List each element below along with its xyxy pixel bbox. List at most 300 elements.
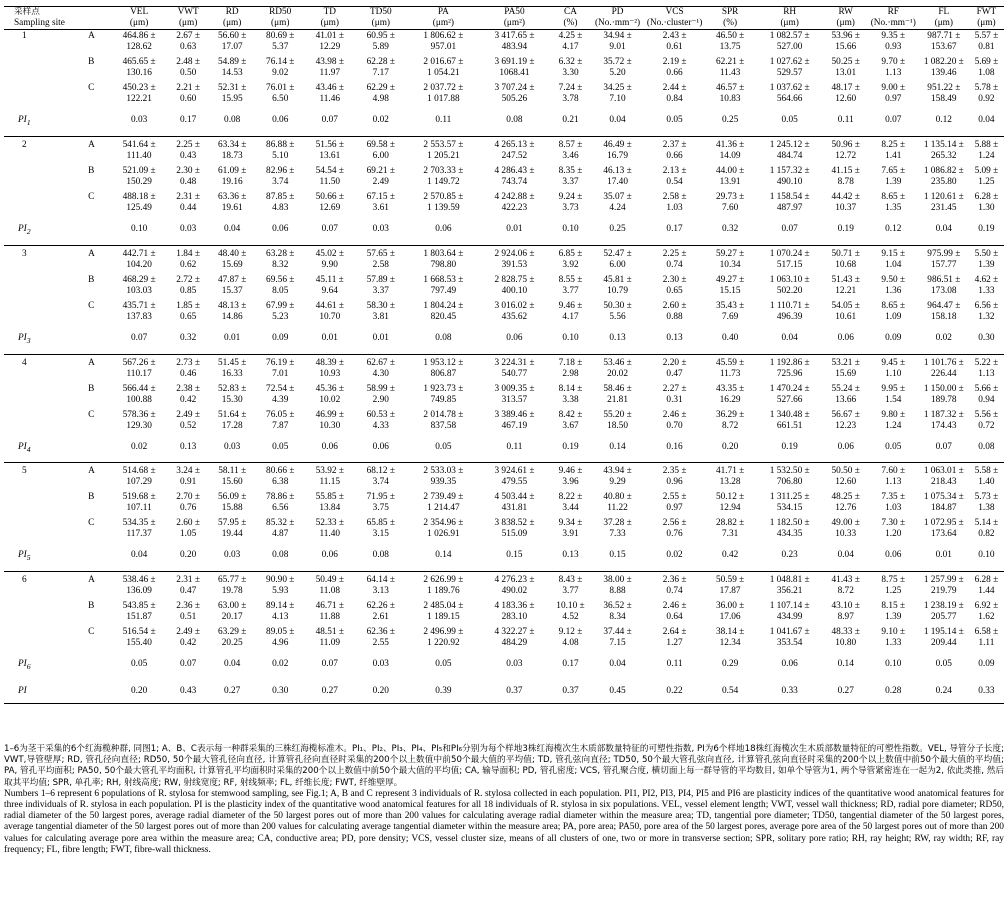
- table-row: [4, 492, 1004, 518]
- mean-value: 68.12 ±: [366, 466, 395, 477]
- sd-value: 3.73: [562, 202, 579, 213]
- pi-value: 0.32: [721, 223, 739, 234]
- sd-value: 16.79: [607, 150, 628, 161]
- mean-value: 8.57 ±: [558, 139, 583, 150]
- sd-value: 11.15: [319, 477, 341, 488]
- mean-value: 46.71 ±: [315, 601, 344, 612]
- mean-value: 8.55 ±: [558, 274, 583, 285]
- mean-value: 1 072.95 ±: [923, 518, 964, 529]
- sd-value: 5.23: [272, 311, 289, 322]
- pi-label: [4, 109, 84, 136]
- mean-value: 4.62 ±: [974, 274, 999, 285]
- data-cell: [353, 518, 408, 544]
- mean-value: 521.09 ±: [122, 165, 156, 176]
- pi-label-subscript: 5: [26, 553, 31, 563]
- sd-value: 1.27: [666, 638, 683, 649]
- pi-value: 0.06: [321, 441, 338, 452]
- table-row: [4, 601, 1004, 627]
- sd-value: 0.70: [666, 420, 683, 431]
- data-cell: [969, 275, 1004, 301]
- sd-value: 1.33: [978, 285, 995, 296]
- data-cell: [210, 384, 254, 410]
- mean-value: 34.94 ±: [603, 31, 632, 41]
- data-cell: [408, 275, 478, 301]
- sd-value: 1.41: [885, 150, 902, 161]
- mean-value: 1 195.14 ±: [923, 627, 964, 638]
- data-cell: [645, 275, 705, 301]
- mean-value: 62.28 ±: [366, 57, 395, 67]
- sd-value: 12.34: [719, 638, 741, 649]
- data-cell: [969, 57, 1004, 83]
- sd-value: 18.73: [221, 150, 243, 161]
- sd-value: 4.24: [609, 202, 626, 213]
- sd-value: 10.83: [719, 94, 741, 104]
- sd-value: 1.10: [885, 368, 902, 379]
- data-cell: [408, 492, 478, 518]
- sd-value: 400.10: [501, 285, 528, 296]
- mean-value: 543.85 ±: [122, 601, 156, 612]
- pi-value: 0.12: [935, 115, 952, 125]
- pi-value: 0.19: [837, 223, 854, 234]
- pi-value: 0.01: [321, 332, 338, 343]
- sd-value: 13.66: [835, 394, 857, 405]
- data-cell: [353, 166, 408, 192]
- sd-value: 100.88: [126, 394, 152, 405]
- data-cell: [645, 601, 705, 627]
- sd-value: 1 189.76: [427, 586, 460, 597]
- mean-value: 1 063.10 ±: [769, 274, 810, 285]
- mean-value: 9.34 ±: [558, 518, 583, 529]
- sd-value: 1.03: [885, 503, 902, 514]
- data-cell: [969, 463, 1004, 493]
- mean-value: 7.30 ±: [881, 518, 906, 529]
- sd-value: 5.89: [372, 42, 389, 52]
- total-pi-value: 0.24: [919, 680, 969, 704]
- data-cell: [166, 492, 210, 518]
- pi-value: 0.16: [666, 441, 683, 452]
- individual-label: C: [88, 300, 95, 311]
- data-cell: [824, 166, 868, 192]
- sd-value: 10.37: [835, 202, 857, 213]
- data-cell: [254, 57, 306, 83]
- mean-value: 1 192.86 ±: [769, 357, 810, 368]
- pi-empty: [84, 218, 112, 245]
- mean-value: 1 041.67 ±: [769, 627, 810, 638]
- mean-value: 63.34 ±: [218, 139, 247, 150]
- pi-label-subscript: 2: [26, 226, 31, 236]
- individual-label: B: [88, 165, 95, 176]
- sd-value: 219.79: [931, 586, 957, 597]
- pi-label: [4, 544, 84, 571]
- sd-value: 10.34: [719, 259, 741, 270]
- data-cell: [919, 136, 969, 166]
- mean-value: 65.77 ±: [218, 575, 247, 586]
- sd-value: 3.61: [372, 202, 389, 213]
- sd-value: 15.15: [719, 285, 741, 296]
- data-cell: [591, 30, 645, 58]
- data-cell: [353, 301, 408, 327]
- mean-value: 50.71 ±: [831, 248, 860, 259]
- data-cell: [408, 601, 478, 627]
- pi-value: 0.07: [935, 441, 952, 452]
- sd-value: 0.31: [666, 394, 683, 405]
- pi-value: 0.07: [130, 332, 148, 343]
- data-cell: [478, 492, 550, 518]
- mean-value: 36.00 ±: [715, 601, 745, 612]
- data-cell: [478, 245, 550, 275]
- sd-value: 19.16: [221, 176, 243, 187]
- mean-value: 1.84 ±: [176, 248, 200, 259]
- data-cell: [478, 627, 550, 653]
- pi-value: 0.20: [721, 441, 739, 452]
- mean-value: 46.50 ±: [715, 31, 745, 41]
- sd-value: 155.40: [126, 638, 152, 649]
- sd-value: 0.50: [180, 68, 197, 78]
- col-header-spr: [705, 7, 756, 30]
- pi-value: 0.14: [609, 441, 626, 452]
- data-cell: [166, 83, 210, 109]
- sd-value: 820.45: [430, 311, 457, 322]
- sd-value: 1.25: [885, 586, 902, 597]
- data-cell: [756, 384, 824, 410]
- mean-value: 62.36 ±: [366, 627, 395, 638]
- col-header-unit: (μm²): [503, 18, 526, 28]
- col-header-unit: (μm²): [432, 18, 454, 28]
- data-cell: [969, 410, 1004, 436]
- sd-value: 15.37: [221, 285, 243, 296]
- sd-value: 1.13: [978, 368, 995, 379]
- col-header-ca: [550, 7, 590, 30]
- data-cell: [210, 463, 254, 493]
- sd-value: 117.37: [126, 529, 152, 540]
- mean-value: 89.14 ±: [266, 601, 295, 612]
- table-row: [4, 275, 1004, 301]
- data-cell: [919, 166, 969, 192]
- sd-value: 3.67: [562, 420, 579, 431]
- sd-value: 1.25: [978, 176, 995, 187]
- sd-value: 483.94: [501, 42, 528, 52]
- pi-value: 0.06: [837, 441, 854, 452]
- pi-value: 0.08: [435, 332, 452, 343]
- sd-value: 11.88: [319, 612, 341, 623]
- pi-value: 0.03: [224, 441, 241, 452]
- pi-label-text: PI: [18, 223, 27, 234]
- pi-value: 0.17: [562, 659, 579, 670]
- sd-value: 8.34: [609, 612, 626, 623]
- total-pi-value: 0.20: [112, 680, 166, 704]
- sd-value: 1.44: [978, 586, 995, 597]
- site-number: [4, 166, 84, 192]
- sd-value: 1 026.91: [427, 529, 460, 540]
- sd-value: 158.18: [931, 311, 957, 322]
- data-cell: [919, 384, 969, 410]
- total-pi-row: [4, 680, 1004, 704]
- sd-value: 1.20: [885, 529, 902, 540]
- sd-value: 2.49: [372, 176, 389, 187]
- col-header-name: RD: [225, 7, 239, 17]
- data-cell: [112, 492, 166, 518]
- data-cell: [705, 136, 756, 166]
- data-cell: [969, 301, 1004, 327]
- sd-value: 235.80: [931, 176, 957, 187]
- mean-value: 48.39 ±: [315, 357, 344, 368]
- pi-value: 0.08: [372, 550, 389, 561]
- sd-value: 265.32: [931, 150, 957, 161]
- data-cell: [868, 245, 919, 275]
- mean-value: 4.25 ±: [558, 31, 583, 41]
- pi-value: 0.40: [721, 332, 739, 343]
- mean-value: 28.82 ±: [715, 518, 745, 529]
- mean-value: 76.14 ±: [266, 57, 295, 67]
- sd-value: 231.45: [931, 202, 957, 213]
- sd-value: 12.60: [835, 477, 857, 488]
- mean-value: 49.27 ±: [715, 274, 745, 285]
- data-cell: [591, 518, 645, 544]
- data-cell: [478, 301, 550, 327]
- data-cell: [591, 275, 645, 301]
- col-header-unit: (μm): [222, 18, 242, 28]
- sd-value: 11.46: [319, 94, 341, 104]
- data-cell: [210, 492, 254, 518]
- mean-value: 9.00 ±: [881, 83, 906, 93]
- mean-value: 4 276.23 ±: [494, 575, 535, 586]
- pi-value: 0.13: [180, 441, 197, 452]
- col-header-rw: [824, 7, 868, 30]
- sd-value: 3.38: [562, 394, 579, 405]
- mean-value: 29.73 ±: [715, 191, 745, 202]
- sd-value: 12.60: [835, 94, 857, 104]
- sd-value: 14.09: [719, 150, 741, 161]
- pi-value: 0.29: [721, 659, 739, 670]
- mean-value: 55.85 ±: [315, 492, 344, 503]
- data-cell: [645, 301, 705, 327]
- mean-value: 8.75 ±: [881, 575, 906, 586]
- site-number: [4, 410, 84, 436]
- mean-value: 78.86 ±: [266, 492, 295, 503]
- col-header-pa: [408, 7, 478, 30]
- data-cell: [550, 192, 590, 218]
- sd-value: 247.52: [501, 150, 528, 161]
- sd-value: 0.91: [180, 477, 197, 488]
- data-cell: [306, 518, 353, 544]
- sd-value: 10.68: [835, 259, 857, 270]
- data-cell: [306, 384, 353, 410]
- mean-value: 52.83 ±: [218, 383, 247, 394]
- data-cell: [756, 245, 824, 275]
- data-cell: [824, 384, 868, 410]
- sd-value: 527.66: [776, 394, 803, 405]
- sd-value: 939.35: [430, 477, 457, 488]
- mean-value: 2 739.49 ±: [423, 492, 464, 503]
- data-cell: [919, 245, 969, 275]
- mean-value: 2.35 ±: [662, 466, 687, 477]
- data-cell: [824, 192, 868, 218]
- mean-value: 1 532.50 ±: [769, 466, 810, 477]
- data-cell: [166, 192, 210, 218]
- table-row: [4, 166, 1004, 192]
- sd-value: 1.03: [666, 202, 683, 213]
- data-cell: [112, 572, 166, 602]
- pi-value: 0.15: [506, 550, 523, 561]
- mean-value: 50.30 ±: [603, 300, 632, 311]
- mean-value: 56.67 ±: [831, 409, 860, 420]
- mean-value: 60.95 ±: [366, 31, 395, 41]
- pi-empty: [84, 327, 112, 354]
- data-cell: [408, 384, 478, 410]
- col-header-name: VCS: [665, 7, 684, 17]
- data-cell: [254, 601, 306, 627]
- sd-value: 104.20: [126, 259, 152, 270]
- site-number: 6: [4, 572, 84, 602]
- sd-value: 17.28: [221, 420, 243, 431]
- pi-value: 0.09: [978, 659, 995, 670]
- data-cell: [550, 410, 590, 436]
- data-cell: [756, 192, 824, 218]
- sd-value: 0.93: [885, 42, 902, 52]
- sd-value: 1 220.92: [427, 638, 460, 649]
- sd-value: 150.29: [126, 176, 152, 187]
- pi-value: 0.04: [130, 550, 148, 561]
- mean-value: 2 626.99 ±: [423, 575, 464, 586]
- data-cell: [550, 627, 590, 653]
- data-cell: [112, 30, 166, 58]
- mean-value: 45.36 ±: [315, 383, 344, 394]
- mean-value: 2 553.57 ±: [423, 139, 464, 150]
- mean-value: 4 503.44 ±: [494, 492, 535, 503]
- sd-value: 957.01: [430, 42, 457, 52]
- sd-value: 9.90: [321, 259, 338, 270]
- mean-value: 59.27 ±: [715, 248, 745, 259]
- mean-value: 37.44 ±: [603, 627, 632, 638]
- sd-value: 1068.41: [499, 68, 530, 78]
- col-header-td: [306, 7, 353, 30]
- data-cell: [868, 275, 919, 301]
- pi-value: 0.19: [978, 223, 995, 234]
- sd-value: 1.54: [885, 394, 902, 405]
- data-cell: [969, 384, 1004, 410]
- data-cell: [254, 30, 306, 58]
- mean-value: 1 470.24 ±: [769, 383, 810, 394]
- site-number: 5: [4, 463, 84, 493]
- sd-value: 1 205.21: [427, 150, 460, 161]
- pi-value: 0.12: [885, 223, 902, 234]
- sd-value: 1 139.59: [427, 202, 460, 213]
- data-cell: [550, 354, 590, 384]
- data-cell: [166, 518, 210, 544]
- data-cell: [478, 57, 550, 83]
- data-cell: [550, 245, 590, 275]
- sd-value: 218.43: [931, 477, 957, 488]
- pi-label-text: PI: [18, 115, 27, 125]
- individual-label: C: [88, 627, 95, 638]
- data-cell: [254, 192, 306, 218]
- table-row: [4, 83, 1004, 109]
- data-cell: [166, 627, 210, 653]
- mean-value: 5.56 ±: [974, 409, 999, 420]
- pi-value: 0.09: [272, 332, 289, 343]
- mean-value: 86.88 ±: [266, 139, 295, 150]
- mean-value: 76.01 ±: [266, 83, 295, 93]
- mean-value: 41.36 ±: [715, 139, 745, 150]
- data-cell: [591, 627, 645, 653]
- sd-value: 1.30: [978, 202, 995, 213]
- mean-value: 48.33 ±: [831, 627, 860, 638]
- sd-value: 0.60: [180, 94, 197, 104]
- sd-value: 3.78: [562, 94, 579, 104]
- mean-value: 534.35 ±: [122, 518, 156, 529]
- data-cell: [166, 136, 210, 166]
- data-cell: [868, 463, 919, 493]
- table-row: [4, 301, 1004, 327]
- data-cell: [254, 627, 306, 653]
- mean-value: 67.99 ±: [266, 300, 295, 311]
- sd-value: 173.08: [931, 285, 957, 296]
- mean-value: 9.80 ±: [881, 409, 906, 420]
- sd-value: 20.02: [607, 368, 628, 379]
- total-pi-value: 0.33: [756, 680, 824, 704]
- data-cell: [306, 627, 353, 653]
- data-cell: [210, 83, 254, 109]
- sd-value: 356.21: [776, 586, 803, 597]
- data-cell: [645, 30, 705, 58]
- mean-value: 9.50 ±: [881, 274, 906, 285]
- sd-value: 2.98: [562, 368, 579, 379]
- mean-value: 41.01 ±: [315, 31, 344, 41]
- pi-value: 0.19: [781, 441, 798, 452]
- table-row: [4, 192, 1004, 218]
- mean-value: 2.36 ±: [176, 601, 200, 612]
- mean-value: 2.25 ±: [662, 248, 687, 259]
- mean-value: 7.65 ±: [881, 165, 906, 176]
- sd-value: 5.37: [272, 42, 289, 52]
- pi-value: 0.07: [321, 115, 338, 125]
- sd-value: 0.46: [180, 368, 197, 379]
- mean-value: 48.40 ±: [218, 248, 247, 259]
- data-cell: [645, 572, 705, 602]
- mean-value: 62.29 ±: [366, 83, 395, 93]
- data-cell: [166, 572, 210, 602]
- data-cell: [591, 601, 645, 627]
- col-header-unit: (μm): [934, 18, 954, 28]
- mean-value: 442.71 ±: [122, 248, 156, 259]
- data-cell: [705, 601, 756, 627]
- data-cell: [756, 301, 824, 327]
- data-cell: [254, 410, 306, 436]
- data-cell: [210, 354, 254, 384]
- sd-value: 0.42: [180, 638, 197, 649]
- mean-value: 2 924.06 ±: [494, 248, 535, 259]
- pi-label-text: PI: [18, 550, 27, 561]
- mean-value: 89.05 ±: [266, 627, 295, 638]
- sd-value: 1 149.72: [427, 176, 460, 187]
- mean-value: 50.50 ±: [831, 466, 860, 477]
- pi-row: [4, 653, 1004, 680]
- table-row: [4, 463, 1004, 493]
- mean-value: 7.60 ±: [881, 466, 906, 477]
- data-cell: [705, 166, 756, 192]
- pi-value: 0.06: [837, 332, 854, 343]
- col-header-name: TD: [323, 7, 336, 17]
- mean-value: 62.67 ±: [366, 357, 395, 368]
- pi-value: 0.04: [609, 659, 626, 670]
- sd-value: 7.33: [609, 529, 626, 540]
- pi-label-subscript: 6: [26, 662, 31, 672]
- sd-value: 7.10: [609, 94, 626, 104]
- sd-value: 21.81: [607, 394, 628, 405]
- mean-value: 2 703.33 ±: [423, 165, 464, 176]
- mean-value: 50.12 ±: [715, 492, 745, 503]
- mean-value: 51.56 ±: [315, 139, 344, 150]
